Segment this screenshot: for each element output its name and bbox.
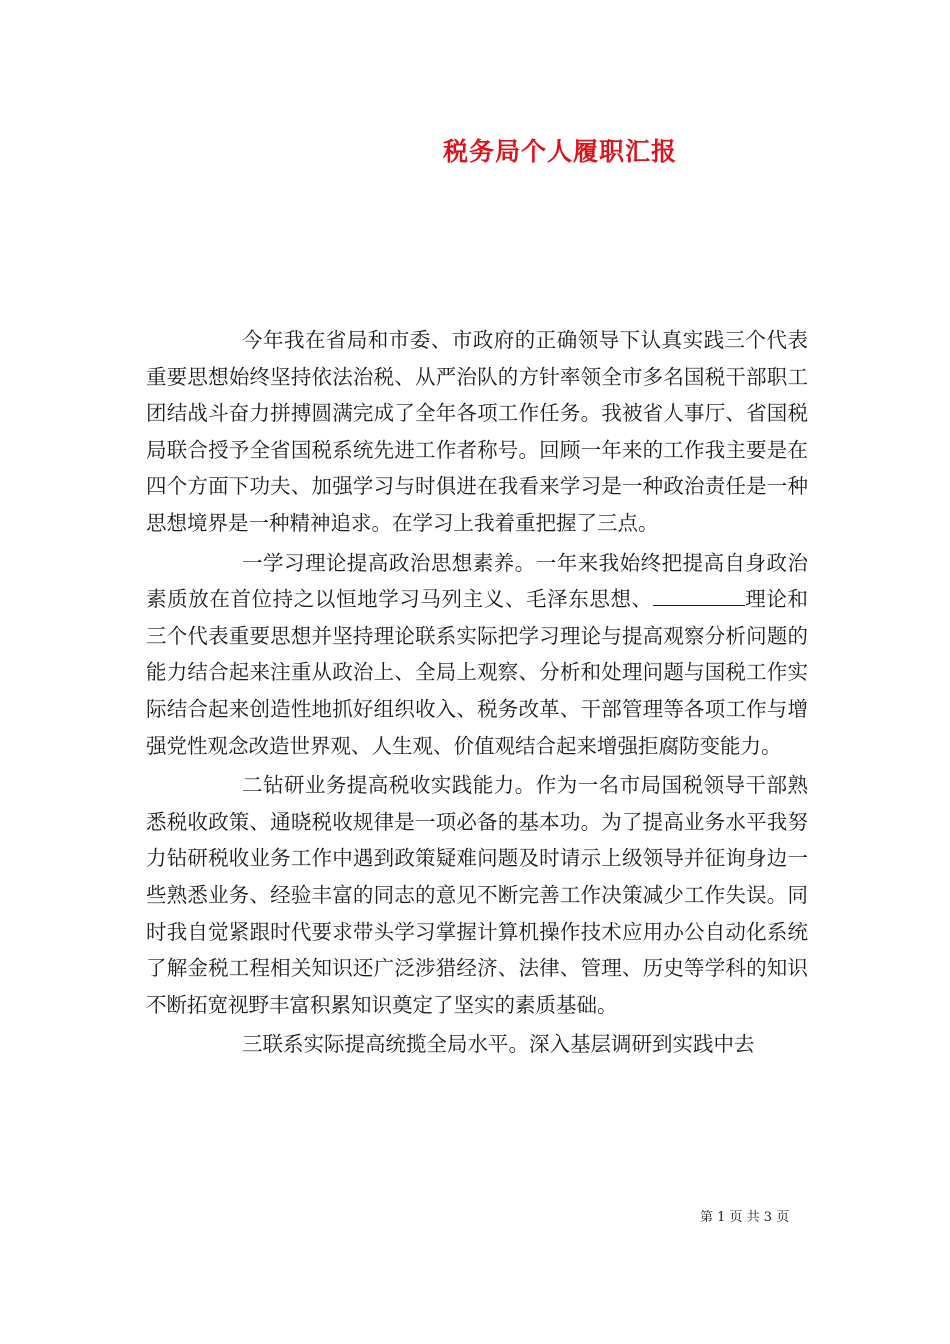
document-title: 税务局个人履职汇报 <box>442 137 677 166</box>
paragraph-study-theory-part2: 理论和三个代表重要思想并坚持理论联系实际把学习理论与提高观察分析问题的能力结合起来注重从政治上、全局上观察、分析和处理问题与国税工作实际结合起来创造性地抓好组织收入、税务改革、干部管理等各项工作与增强党性观念改造世界观、人生观、价值观结合起来增强拒腐防变能力。 <box>146 587 809 758</box>
paragraph-study-theory <box>146 545 808 765</box>
document-body <box>146 322 808 1063</box>
blank-underline <box>653 587 745 606</box>
paragraph-study-business: 二钻研业务提高税收实践能力。作为一名市局国税领导干部熟悉税收政策、通晓税收规律是一项必备的基本功。为了提高业务水平我努力钻研税收业务工作中遇到政策疑难问题及时请示上级领导并征询身边一些熟悉业务、经验丰富的同志的意见不断完善工作决策减少工作失误。同时我自觉紧跟时代要求带头学习掌握计算机操作技术应用办公自动化系统了解金税工程相关知识还广泛涉猎经济、法律、管理、历史等学科的知识不断拓宽视野丰富积累知识奠定了坚实的素质基础。 <box>146 773 808 1017</box>
paragraph-intro: 今年我在省局和市委、市政府的正确领导下认真实践三个代表重要思想始终坚持依法治税、从严治队的方针率领全市多名国税干部职工团结战斗奋力拼搏圆满完成了全年各项工作任务。我被省人事厅、省国税局联合授予全省国税系统先进工作者称号。回顾一年来的工作我主要是在四个方面下功夫、加强学习与时俱进在我看来学习是一种政治责任是一种思想境界是一种精神追求。在学习上我着重把握了三点。 <box>146 328 808 535</box>
paragraph-practice: 三联系实际提高统揽全局水平。深入基层调研到实践中去 <box>242 1032 755 1057</box>
page-number-footer: 第 1 页 共 3 页 <box>700 1210 790 1225</box>
paragraph-study-theory-part1: 一学习理论提高政治思想素养。一年来我始终把提高自身政治素质放在首位持之以恒地学习马列主义、毛泽东思想、 <box>146 550 808 612</box>
